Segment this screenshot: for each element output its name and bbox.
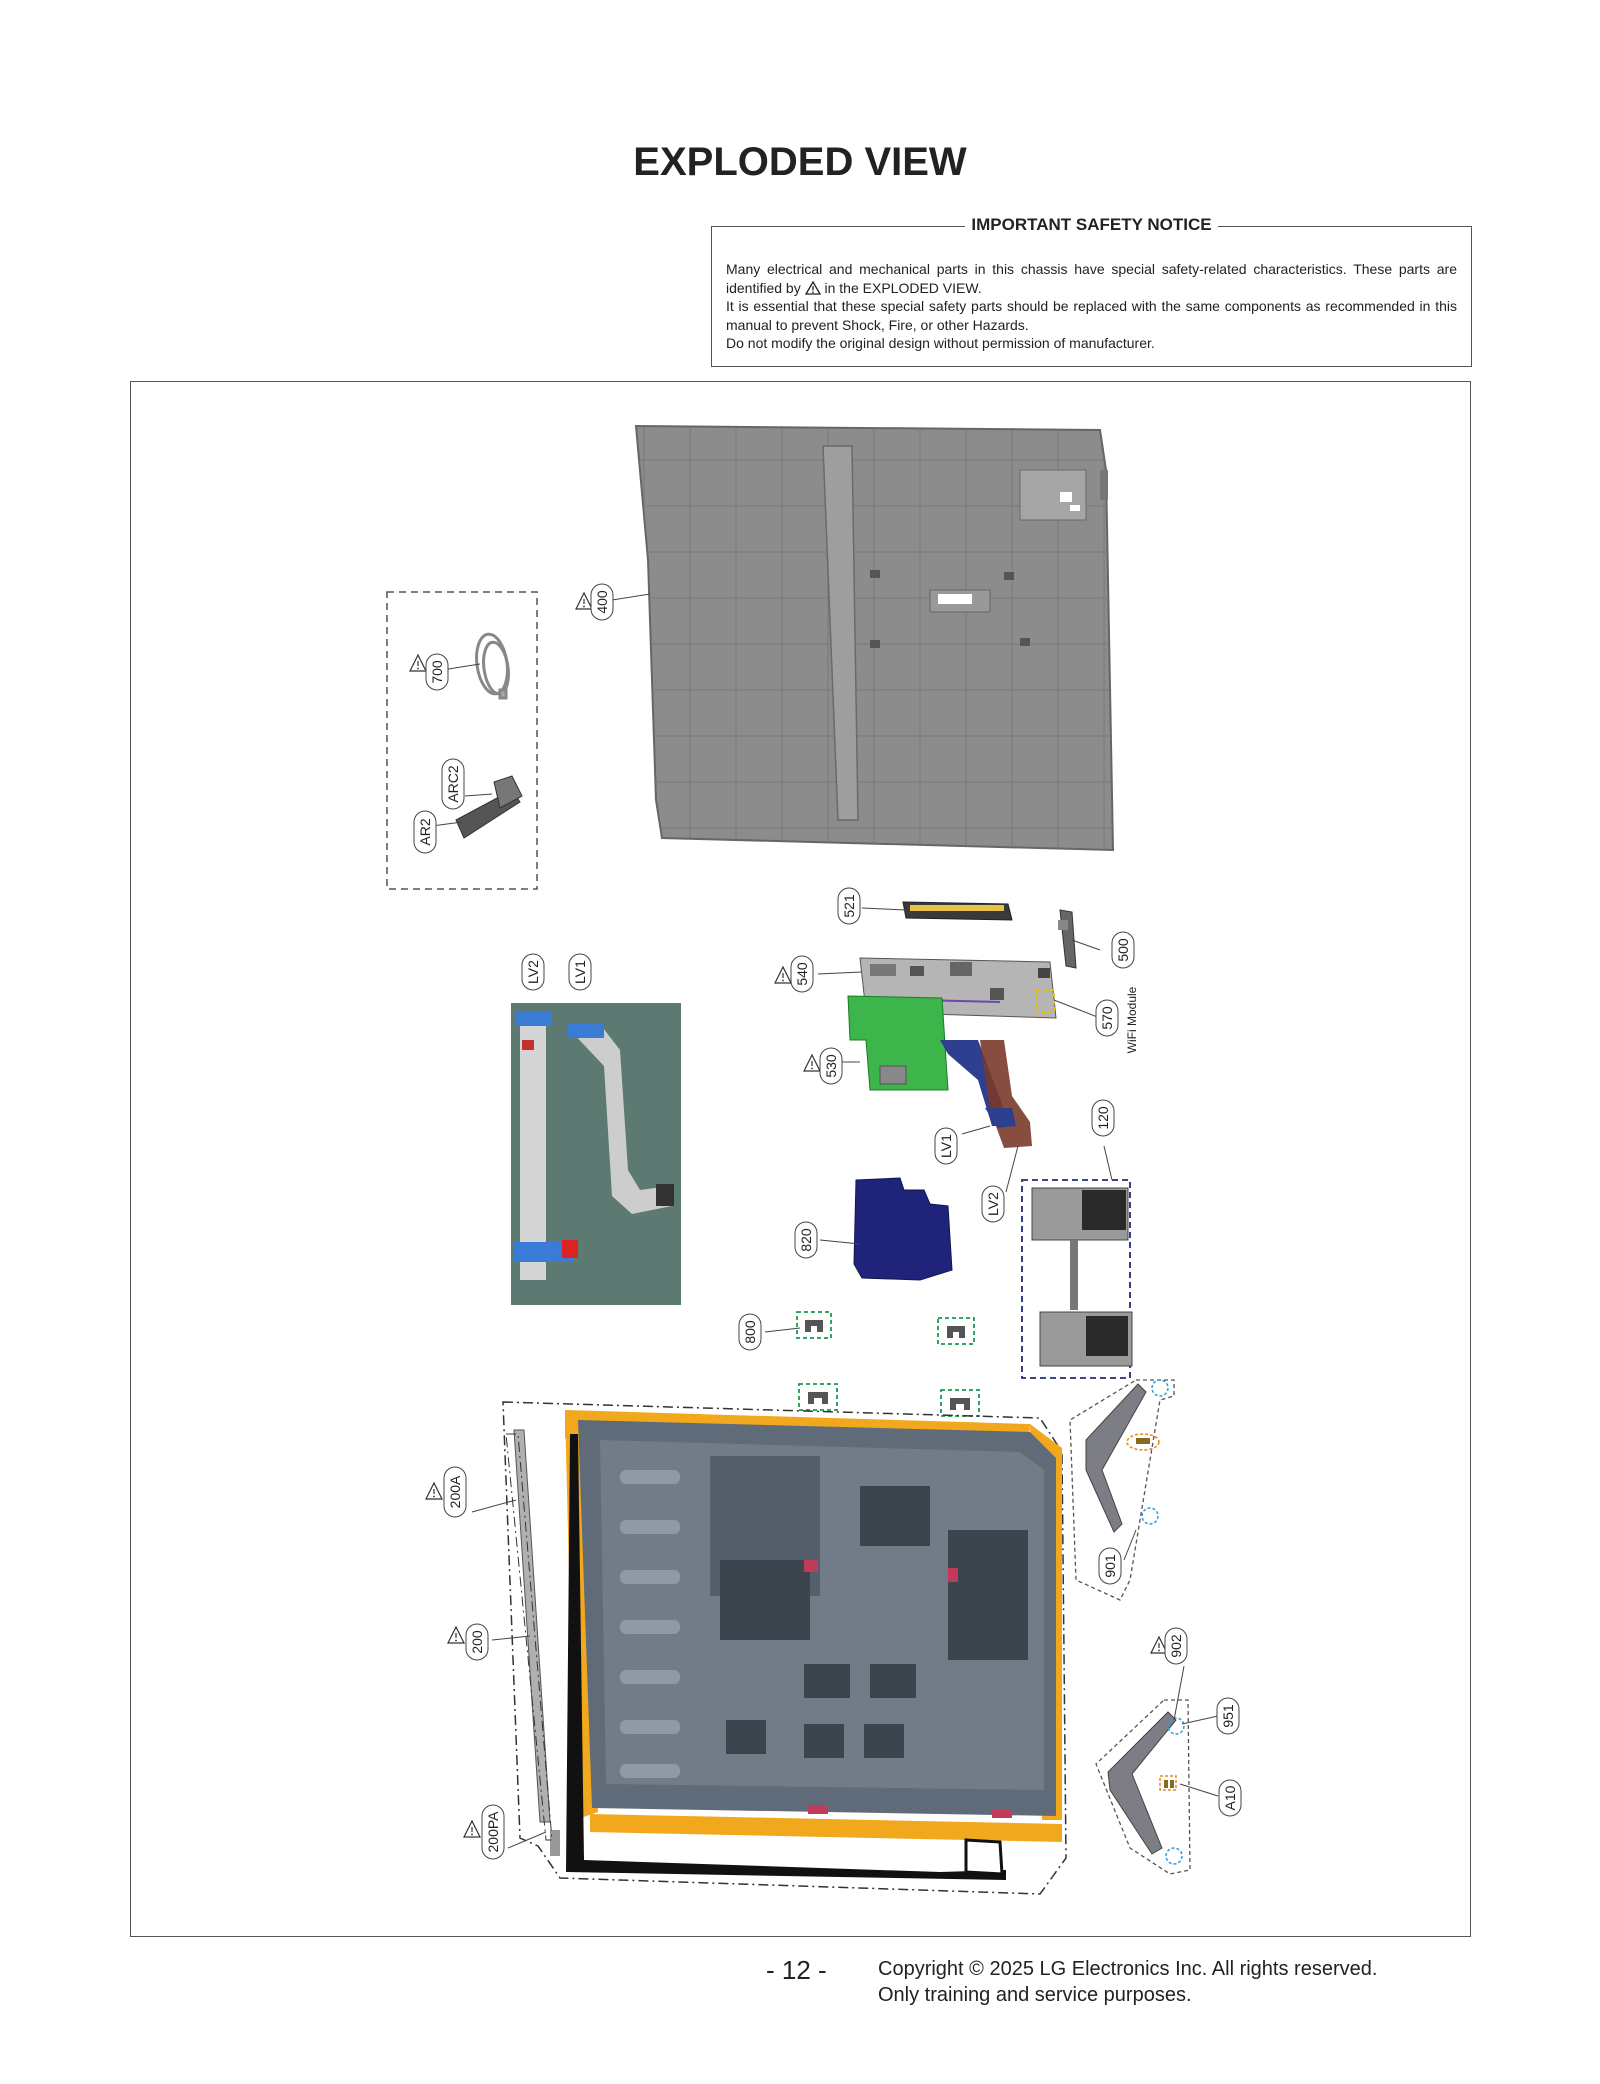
warning-triangle-icon <box>804 1055 820 1071</box>
safety-notice-heading: IMPORTANT SAFETY NOTICE <box>965 215 1217 234</box>
ir-board-part <box>903 902 1012 920</box>
callout-820: 820 <box>798 1228 814 1252</box>
stand-part-901 <box>1070 1380 1174 1600</box>
callout-951: 951 <box>1220 1704 1236 1728</box>
wifi-module-part <box>1058 910 1076 968</box>
callout-901: 901 <box>1102 1554 1118 1578</box>
back-cover-part <box>636 426 1113 850</box>
page-number: - 12 - <box>766 1955 827 1985</box>
display-panel-part <box>503 1402 1066 1894</box>
callout-530: 530 <box>823 1054 839 1078</box>
callout-200a: 200A <box>447 1475 463 1509</box>
callout-500: 500 <box>1115 938 1131 962</box>
led-bar-part <box>506 1430 552 1840</box>
warning-triangle-icon <box>426 1483 442 1499</box>
callout-120: 120 <box>1095 1106 1111 1130</box>
callout-lv1-cable: LV1 <box>938 1134 954 1158</box>
callout-800: 800 <box>742 1320 758 1344</box>
callout-lv2-cable: LV2 <box>985 1192 1001 1216</box>
callout-200pa: 200PA <box>485 1811 501 1853</box>
callout-lv2-photo: LV2 <box>525 960 541 984</box>
callout-700: 700 <box>429 660 445 684</box>
callout-540: 540 <box>794 962 810 986</box>
safety-notice-line2: It is essential that these special safety parts should be replaced with the same components as recommended in this manual to prevent Shock, Fire, or other Hazards. <box>726 298 1457 333</box>
safety-notice-line1: Many electrical and mechanical parts in this chassis have special safety-related characteristics. These parts are identified by <box>726 261 1457 296</box>
power-board-part <box>848 996 948 1090</box>
callout-arc2: ARC2 <box>445 765 461 803</box>
shield-cover-part <box>854 1178 952 1280</box>
accessory-dashed-group <box>387 592 537 889</box>
warning-triangle-icon <box>410 655 426 671</box>
lvds-cable-photo <box>511 1003 681 1305</box>
callout-902: 902 <box>1168 1634 1184 1658</box>
callout-200: 200 <box>469 1630 485 1654</box>
wifi-module-label: WiFi Module <box>1125 986 1139 1054</box>
bracket-part <box>797 1312 979 1416</box>
warning-triangle-icon <box>448 1627 464 1643</box>
copyright-line2: Only training and service purposes. <box>878 1984 1192 2006</box>
warning-triangle-icon <box>464 1821 480 1837</box>
callout-570: 570 <box>1099 1006 1115 1030</box>
remote-control-part <box>456 776 522 838</box>
safety-notice-line1-tail: in the EXPLODED VIEW. <box>824 279 982 296</box>
callout-lv1-photo: LV1 <box>572 960 588 984</box>
warning-triangle-icon <box>576 593 592 609</box>
copyright-line1: Copyright © 2025 LG Electronics Inc. All rights reserved. <box>878 1958 1378 1980</box>
stand-part-902 <box>1096 1700 1190 1874</box>
callout-400: 400 <box>594 590 610 614</box>
power-cord-part <box>473 632 512 698</box>
callout-521: 521 <box>841 894 857 918</box>
speaker-part <box>1032 1188 1132 1366</box>
callout-ar2: AR2 <box>417 818 433 846</box>
page-title: EXPLODED VIEW <box>633 140 967 184</box>
copyright-notice <box>878 1956 1377 2008</box>
warning-triangle-icon <box>775 967 791 983</box>
callout-a10: A10 <box>1222 1785 1238 1811</box>
safety-notice-line3: Do not modify the original design without permission of manufacturer. <box>726 335 1155 351</box>
